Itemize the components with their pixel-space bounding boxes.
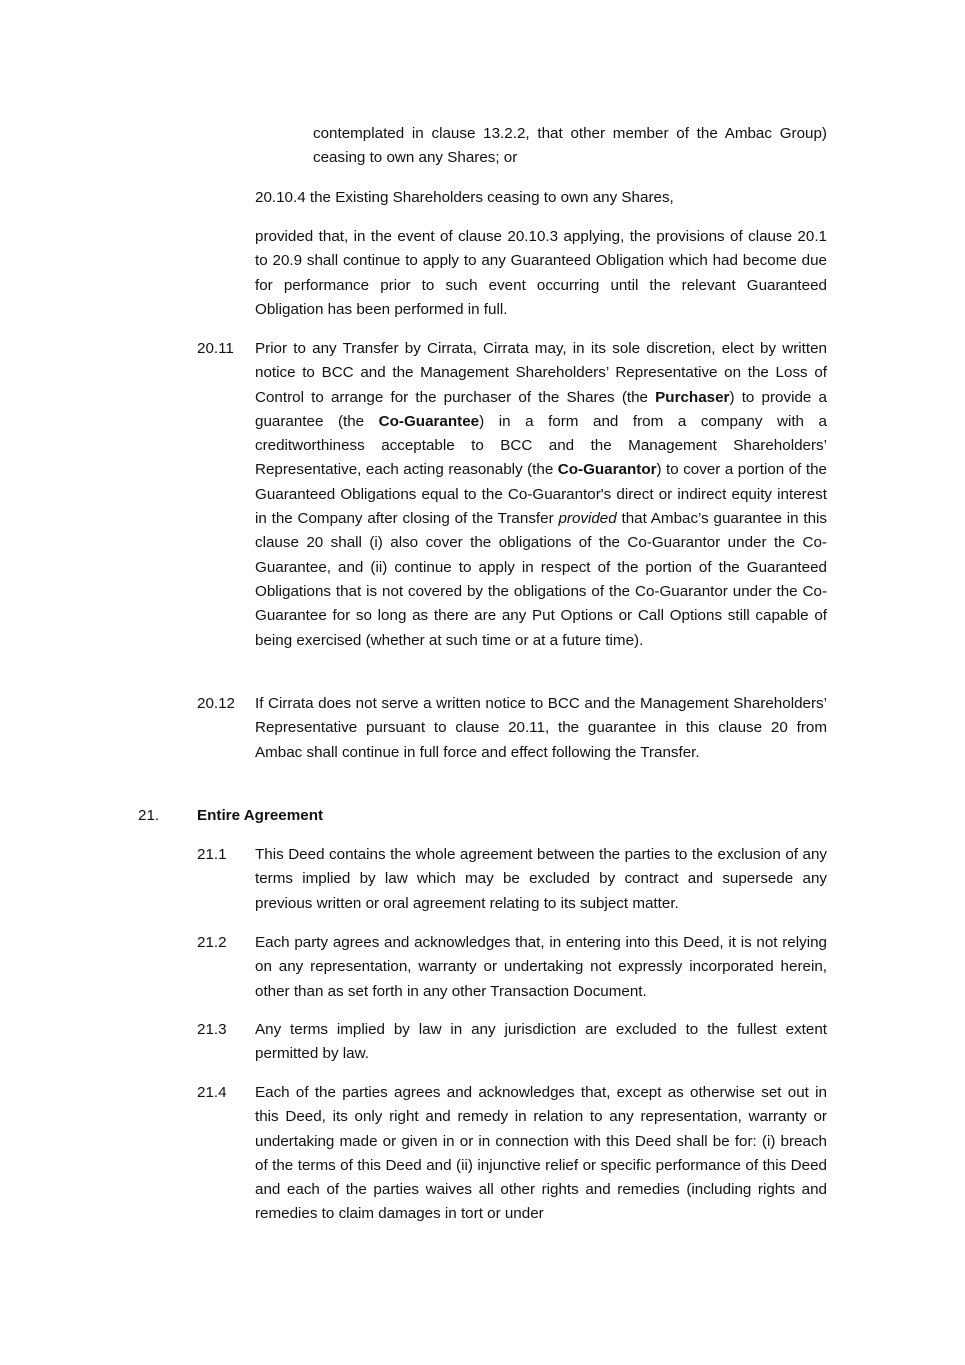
clause-20-11-part5: that Ambac’s guarantee in this clause 20 shall (i) also cover the obligations of the Co-Guarantor under the Co-Guarantee, and (ii) continue to apply in respect of the portion of the Guaranteed Obligations that is not covered by the obligations of the Co-Guarantor under the Co-Guarantee for so long as there are any Put Options or Call Options still capable of being exercised (whether at such time or at a future time).: [255, 510, 827, 649]
defined-term-purchaser: Purchaser: [655, 388, 730, 406]
clause-21-heading: Entire Agreement: [197, 807, 324, 824]
clause-20-10-proviso: provided that, in the event of clause 20.10.3 applying, the provisions of clause 20.1 to 20.9 shall continue to apply to any Guaranteed Obligation which had become due for performance prior to such event occurring until the relevant Guaranteed Obligation has been performed in full.: [255, 228, 827, 318]
clause-20-10-4: 20.10.4 the Existing Shareholders ceasing to own any Shares,: [255, 189, 674, 206]
clause-number-20-12: 20.12: [197, 695, 236, 712]
clause-number-21: 21.: [138, 807, 160, 824]
clause-20-11-part1: Prior to any Transfer by Cirrata, Cirrata may, in its sole discretion, elect by written notice to BCC and the Management Shareholders’ Representative on the Loss of Control to arrange for the purchaser of the Shares (the: [255, 340, 827, 406]
clause-20-11-part3: ) in a form and from a company with a creditworthiness acceptable to BCC and the Management Shareholders’ Representative, each acting reasonably (the: [255, 412, 827, 479]
emphasis-provided: provided: [558, 510, 617, 528]
clause-number-20-11: 20.11: [197, 340, 234, 357]
defined-term-co-guarantor: Co-Guarantor: [557, 461, 657, 479]
defined-term-co-guarantee: Co-Guarantee: [378, 412, 480, 430]
clause-number-21-4: 21.4: [197, 1084, 227, 1101]
clause-20-12-text: If Cirrata does not serve a written notice to BCC and the Management Shareholders’ Representative pursuant to clause 20.11, the guarantee in this clause 20 from Ambac shall continue in full force and effect following the Transfer.: [255, 695, 827, 761]
clause-20-11-part2: ) to provide a guarantee (the: [255, 388, 827, 430]
clause-21-4-text: Each of the parties agrees and acknowledges that, except as otherwise set out in this Deed, its only right and remedy in relation to any representation, warranty or undertaking made or given in or in connection with this Deed shall be for: (i) breach of the terms of this Deed and (ii) injunctive relief or specific performance of this Deed and each of the parties waives all other rights and remedies (including rights and remedies to claim damages in tort or under: [255, 1084, 827, 1223]
clause-number-21-2: 21.2: [197, 934, 227, 951]
clause-21-1-text: This Deed contains the whole agreement between the parties to the exclusion of any terms implied by law which may be excluded by contract and supersede any previous written or oral agreement relating to its subject matter.: [255, 846, 827, 912]
clause-number-21-1: 21.1: [197, 846, 227, 863]
clause-20-11-text: [255, 337, 827, 653]
clause-20-10-3-continuation: contemplated in clause 13.2.2, that other member of the Ambac Group) ceasing to own any Shares; or: [313, 125, 827, 167]
clause-21-3-text: Any terms implied by law in any jurisdiction are excluded to the fullest extent permitted by law.: [255, 1021, 827, 1063]
clause-20-11-part4: ) to cover a portion of the Guaranteed Obligations equal to the Co-Guarantor's direct or indirect equity interest in the Company after closing of the Transfer: [255, 461, 827, 528]
clause-21-2-text: Each party agrees and acknowledges that, in entering into this Deed, it is not relying on any representation, warranty or undertaking not expressly incorporated herein, other than as set forth in any other Transaction Document.: [255, 934, 827, 1000]
clause-number-21-3: 21.3: [197, 1021, 227, 1038]
